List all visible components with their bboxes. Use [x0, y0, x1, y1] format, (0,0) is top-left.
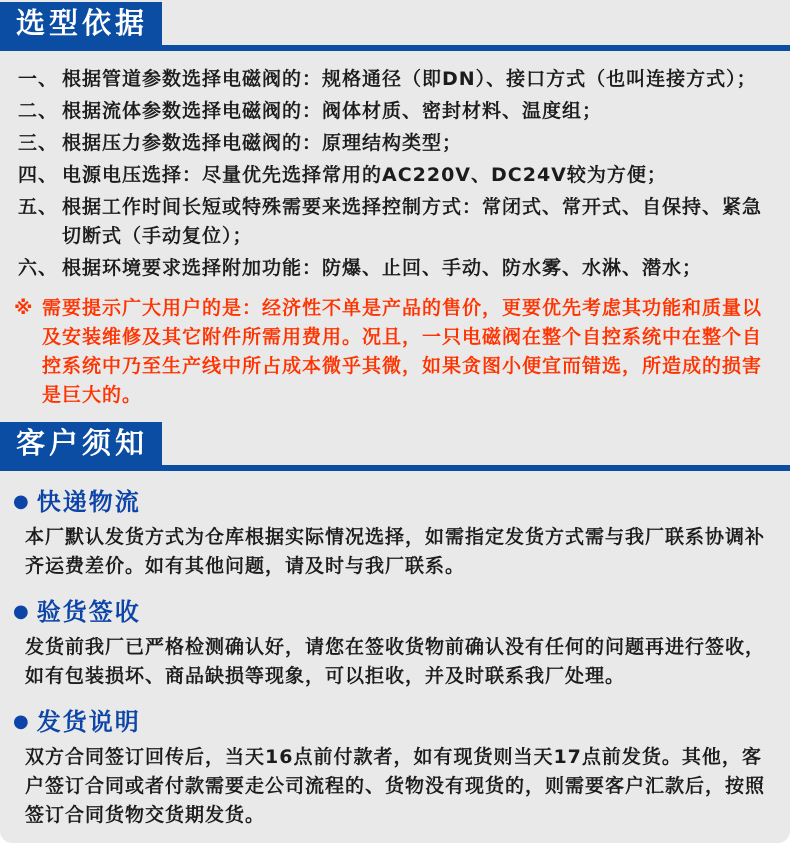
list-item [18, 129, 774, 158]
list-item-text: 根据环境要求选择附加功能：防爆、止回、手动、防水雾、水淋、潜水； [62, 257, 703, 279]
list-item-text: 根据流体参数选择电磁阀的：阀体材质、密封材料、温度组； [62, 100, 603, 122]
list-item-number: 二、 [18, 100, 59, 122]
notice-block-inspection-receipt [0, 596, 790, 691]
subsection-heading [13, 706, 790, 738]
list-item-number: 四、 [18, 164, 59, 186]
section-selection-basis [0, 2, 790, 410]
notice-block-delivery-instructions [0, 706, 790, 830]
subsection-heading-text: 快递物流 [36, 488, 141, 516]
section-title-underline [0, 45, 790, 51]
economic-warning-note [0, 286, 790, 410]
subsection-heading [13, 596, 790, 628]
list-item-text: 根据工作时间长短或特殊需要来选择控制方式：常闭式、常开式、自保持、紧急切断式（手动复位）； [62, 196, 763, 247]
notice-block-shipping-logistics [0, 486, 790, 581]
list-item-text: 根据管道参数选择电磁阀的：规格通径（即DN）、接口方式（也叫连接方式）； [62, 68, 757, 90]
list-item [18, 193, 774, 251]
list-item-number: 三、 [18, 132, 59, 154]
reference-mark-icon: ※ [14, 297, 34, 319]
section-header [0, 422, 790, 471]
section-title-selection-basis: 选型依据 [0, 2, 162, 45]
bullet-icon: ● [13, 601, 31, 622]
list-item-text: 电源电压选择：尽量优先选择常用的AC220V、DC24V较为方便； [62, 164, 667, 186]
subsection-body: 双方合同签订回传后，当天16点前付款者，如有现货则当天17点前发货。其他，客户签订合同或者付款需要走公司流程的、货物没有现货的，则需要客户汇款后，按照签订合同货物交货期发货。 [25, 746, 766, 826]
list-item [18, 65, 774, 94]
list-item-text: 根据压力参数选择电磁阀的：原理结构类型； [62, 132, 463, 154]
section-header [0, 2, 790, 51]
section-customer-notice [0, 422, 790, 830]
list-item-number: 六、 [18, 257, 59, 279]
section-title-customer-notice: 客户须知 [0, 422, 162, 465]
list-item-number: 一、 [18, 68, 59, 90]
subsection-body: 发货前我厂已严格检测确认好，请您在签收货物前确认没有任何的问题再进行签收，如有包装损坏、商品缺损等现象，可以拒收，并及时联系我厂处理。 [25, 636, 766, 687]
list-item [18, 161, 774, 190]
subsection-heading [13, 486, 790, 518]
subsection-body: 本厂默认发货方式为仓库根据实际情况选择，如需指定发货方式需与我厂联系协调补齐运费差价。如有其他问题，请及时与我厂联系。 [25, 526, 766, 577]
section-title-underline [0, 465, 790, 471]
subsection-heading-text: 验货签收 [36, 598, 141, 626]
warning-note-text: 需要提示广大用户的是：经济性不单是产品的售价，更要优先考虑其功能和质量以及安装维修及其它附件所需用费用。况且，一只电磁阀在整个自控系统中在整个自控系统中乃至生产线中所占成本微乎其微，如果贪图小便宜而错选，所造成的损害是巨大的。 [42, 297, 763, 406]
selection-criteria-list [0, 51, 790, 283]
list-item-number: 五、 [18, 196, 59, 218]
bullet-icon: ● [13, 711, 31, 732]
list-item [18, 254, 774, 283]
bullet-icon: ● [13, 491, 31, 512]
subsection-heading-text: 发货说明 [36, 708, 141, 736]
list-item [18, 97, 774, 126]
